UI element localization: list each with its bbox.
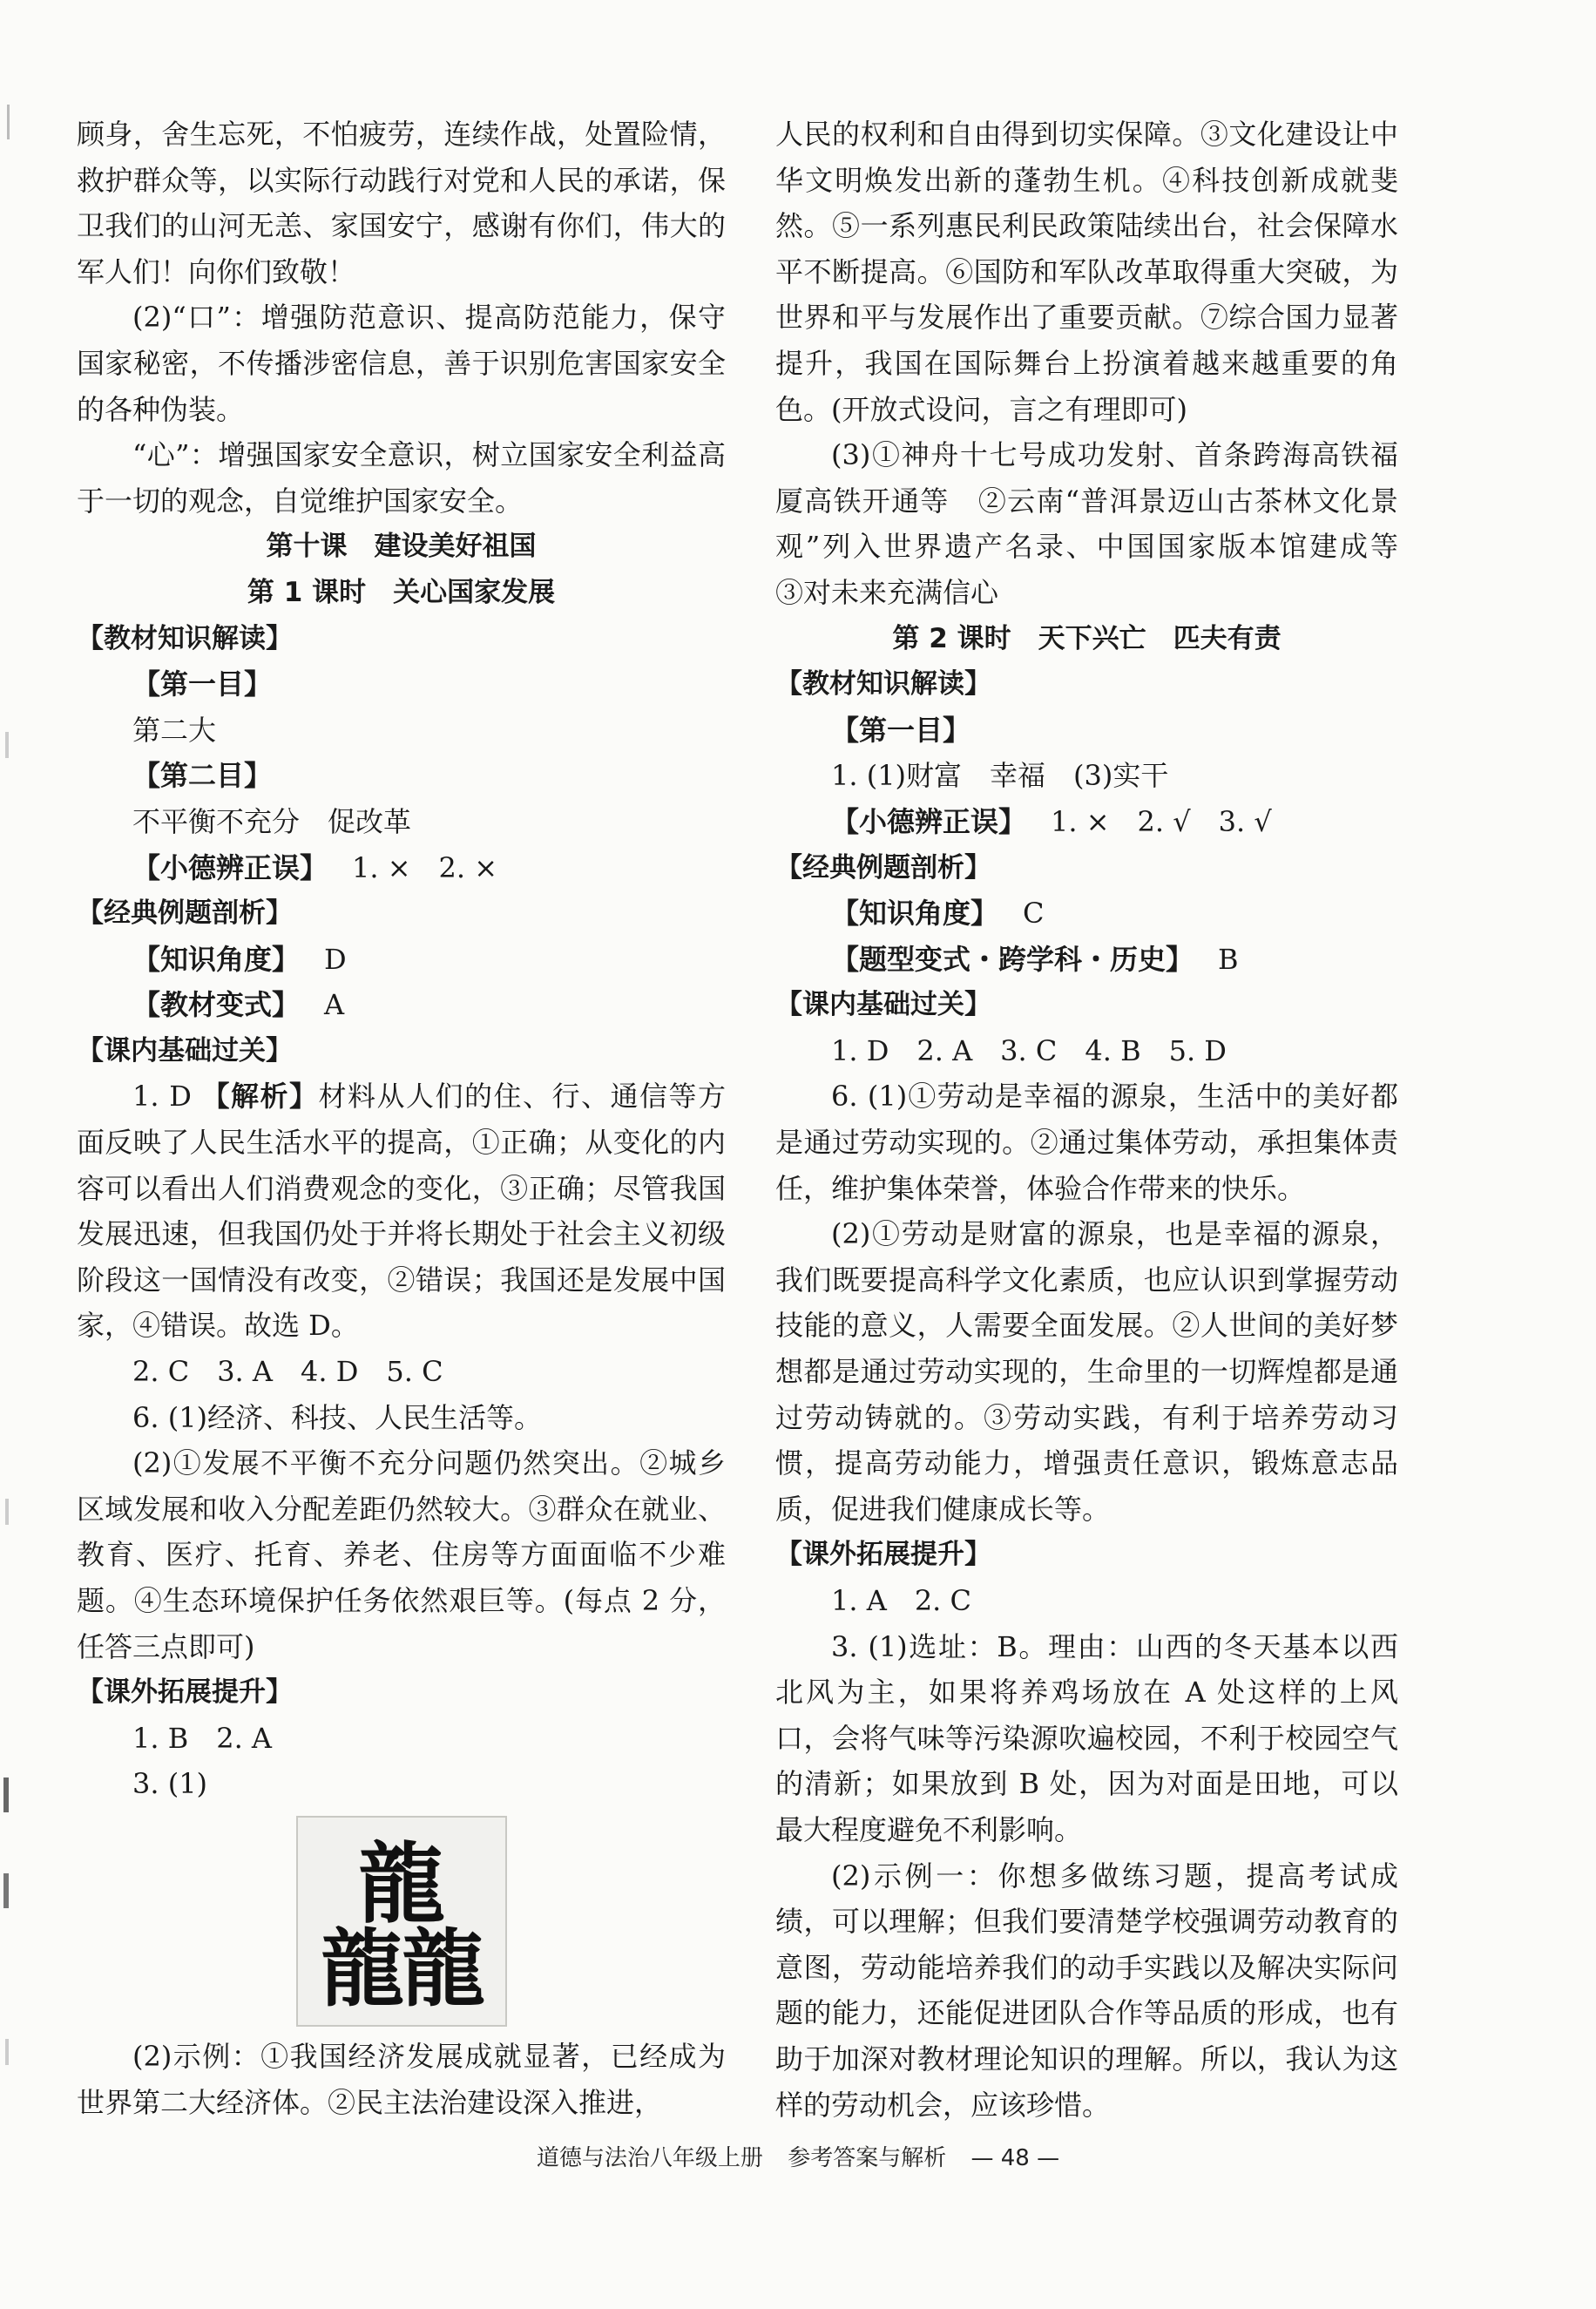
section-extension: 【课外拓展提升】	[77, 1676, 293, 1709]
paragraph-kou: (2)“口”：增强防范意识、提高防范能力，保守国家秘密，不传播涉密信息，善于识别危害国家安全的各种伪装。	[77, 301, 726, 426]
subsection-label: 【知识角度】	[132, 942, 301, 976]
lesson-title: 第十课 建设美好祖国	[266, 531, 537, 563]
calligraphy-figure	[296, 1816, 507, 2027]
right-column	[775, 112, 1427, 2128]
question-6-part-2: (2)①发展不平衡不充分问题仍然突出。②城乡区域发展和收入分配差距仍然较大。③群众在就业、教育、医疗、托育、养老、住房等方面面临不少难题。④生态环境保护任务依然艰巨等。(每点 2 分，任答三点即可)	[77, 1446, 726, 1663]
subsection-item-1	[775, 708, 1398, 754]
answer-text: B	[1218, 942, 1239, 976]
extension-question-3-1: 3. (1)选址：B。理由：山西的冬天基本以西北风为主，如果将养鸡场放在 A 处这样的上风口，会将气味等污染源吹遍校园，不利于校园空气的清新；如果放到 B 处，因为对面是田地，可以最大程度避免不利影响。	[775, 1629, 1398, 1846]
subsection-label: 【小德辨正误】	[132, 850, 328, 884]
answer-text: 1. × 2. √ 3. √	[1051, 804, 1272, 838]
extension-answers-1-2: 1. B 2. A	[132, 1721, 273, 1755]
knowledge-angle-answer	[77, 937, 726, 983]
textbook-variant-answer	[77, 982, 726, 1028]
footer-book-title: 道德与法治八年级上册	[536, 2145, 763, 2171]
calligraphy-char-top: 龍	[357, 1833, 445, 1935]
page-footer	[0, 2140, 1596, 2172]
cross-subject-variant-answer	[775, 937, 1398, 983]
true-false-answers	[77, 845, 726, 891]
extension-question-3-1: 3. (1)	[132, 1767, 208, 1801]
analysis-text: 材料从人们的住、行、通信等方面反映了人民生活水平的提高，①正确；从变化的内容可以看出人们消费观念的变化，③正确；尽管我国发展迅速，但我国仍处于并将长期处于社会主义初级阶段这一国情没有改变，②错误；我国还是发展中国家，④错误。故选 D。	[77, 1080, 726, 1343]
knowledge-angle-answer	[775, 890, 1398, 937]
section-classic-examples: 【经典例题剖析】	[77, 897, 293, 930]
extension-question-3-2: (2)示例：①我国经济发展成就显著，已经成为世界第二大经济体。②民主法治建设深入推进，	[77, 2039, 726, 2119]
subsection-item-1	[77, 661, 726, 708]
subsection-label: 【题型变式・跨学科・历史】	[831, 942, 1194, 976]
section-extension: 【课外拓展提升】	[775, 1539, 991, 1571]
answer-text: 不平衡不充分 促改革	[132, 804, 412, 838]
extension-question-3-2: (2)示例一：你想多做练习题，提高考试成绩，可以理解；但我们要清楚学校强调劳动教育的意图，劳动能培养我们的动手实践以及解决实际问题的能力，还能促进团队合作等品质的形成，也有助于加深对教材理论知识的理解。所以，我认为这样的劳动机会，应该珍惜。	[775, 1859, 1398, 2122]
analysis-label: 【解析】	[201, 1080, 319, 1114]
answer-text: 第二大	[132, 713, 217, 747]
calligraphy-char-bottom-left: 龍	[320, 1919, 404, 2008]
paragraph-hero-tribute: 顾身，舍生忘死，不怕疲劳，连续作战，处置险情，救护群众等，以实际行动践行对党和人民的承诺，保卫我们的山河无恙、家国安宁，感谢有你们，伟大的军人们！向你们致敬！	[77, 118, 726, 288]
extension-answers-1-2: 1. A 2. C	[831, 1584, 972, 1617]
subsection-label: 【第二目】	[132, 759, 273, 793]
paragraph-question-3: (3)①神舟十七号成功发射、首条跨海高铁福厦高铁开通等 ②云南“普洱景迈山古茶林文化景观”列入世界遗产名录、中国国家版本馆建成等 ③对未来充满信心	[775, 438, 1427, 609]
answer-text: 1. D	[132, 1080, 192, 1114]
section-classic-examples: 【经典例题剖析】	[775, 851, 991, 884]
calligraphy-dragon-icon	[314, 1834, 489, 2008]
subsection-label: 【知识角度】	[831, 897, 999, 931]
subsection-label: 【第一目】	[132, 667, 273, 701]
section-textbook-knowledge: 【教材知识解读】	[775, 668, 991, 701]
period-title: 第 1 课时 关心国家发展	[247, 576, 556, 608]
answer-text: 1. × 2. ×	[352, 850, 498, 884]
page-number: — 48 —	[970, 2145, 1060, 2171]
answer-text: D	[324, 942, 347, 976]
question-6-part-1: 6. (1)①劳动是幸福的源泉，生活中的美好都是通过劳动实现的。②通过集体劳动，承担集体责任，维护集体荣誉，体验合作带来的快乐。	[775, 1080, 1398, 1205]
answers-2-5: 2. C 3. A 4. D 5. C	[132, 1355, 443, 1389]
question-1-analysis	[77, 1073, 726, 1349]
binding-margin-marks	[0, 0, 26, 2309]
subsection-item-2	[77, 753, 726, 799]
answer-text: A	[324, 988, 345, 1022]
paragraph-xin: “心”：增强国家安全意识，树立国家安全利益高于一切的观念，自觉维护国家安全。	[77, 438, 726, 518]
answer-text: C	[1023, 897, 1045, 931]
section-in-class-basics: 【课内基础过关】	[775, 989, 991, 1021]
calligraphy-char-bottom-right: 龍	[401, 1919, 485, 2008]
true-false-answers	[775, 799, 1398, 845]
answer-text: 1. (1)财富 幸福 (3)实干	[831, 759, 1169, 793]
footer-section: 参考答案与解析	[788, 2145, 947, 2171]
subsection-label: 【第一目】	[831, 713, 971, 747]
section-textbook-knowledge: 【教材知识解读】	[77, 622, 293, 654]
subsection-label: 【小德辨正误】	[831, 804, 1027, 838]
answers-1-5: 1. D 2. A 3. C 4. B 5. D	[831, 1033, 1227, 1067]
question-6-part-2: (2)①劳动是财富的源泉，也是幸福的源泉，我们既要提高科学文化素质，也应认识到掌握劳动技能的意义，人需要全面发展。②人世间的美好梦想都是通过劳动实现的，生命里的一切辉煌都是通过劳动铸就的。③劳动实践，有利于培养劳动习惯，提高劳动能力，增强责任意识，锻炼意志品质，促进我们健康成长等。	[775, 1217, 1398, 1526]
question-6-part-1: 6. (1)经济、科技、人民生活等。	[132, 1400, 543, 1434]
subsection-label: 【教材变式】	[132, 988, 301, 1022]
section-in-class-basics: 【课内基础过关】	[77, 1034, 293, 1066]
period-title: 第 2 课时 天下兴亡 匹夫有责	[892, 622, 1282, 654]
paragraph-continuation: 人民的权利和自由得到切实保障。③文化建设让中华文明焕发出新的蓬勃生机。④科技创新成就斐然。⑤一系列惠民利民政策陆续出台，社会保障水平不断提高。⑥国防和军队改革取得重大突破，为世界和平与发展作出了重要贡献。⑦综合国力显著提升，我国在国际舞台上扮演着越来越重要的角色。(开放式设问，言之有理即可)	[775, 118, 1398, 426]
left-column	[77, 112, 726, 2125]
